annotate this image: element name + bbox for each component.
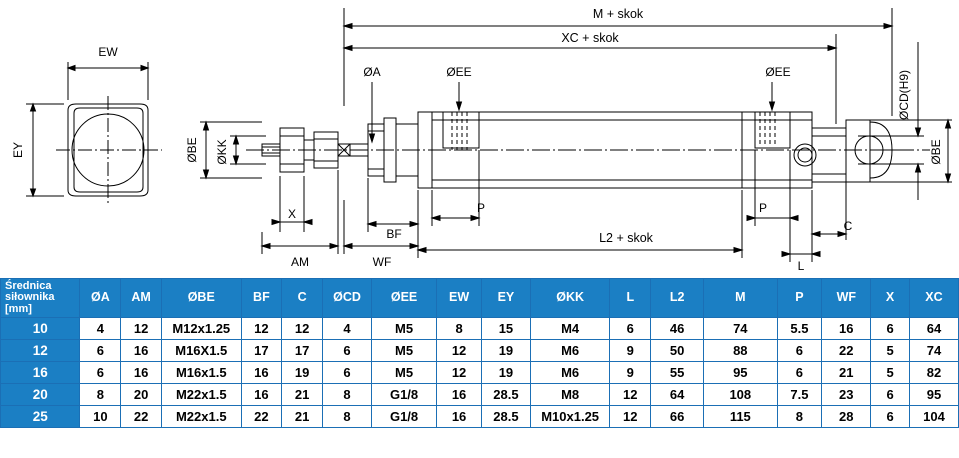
col-header-ew: EW: [437, 279, 482, 318]
cell: 17: [282, 340, 323, 362]
cell: M4: [530, 318, 609, 340]
table-row: [1, 384, 959, 406]
x-arrow-left: [272, 220, 280, 225]
cell: 19: [282, 362, 323, 384]
col-header-l: L: [610, 279, 651, 318]
cell: 74: [704, 318, 777, 340]
cell: 8: [323, 406, 372, 428]
spec-table-header-row: [1, 279, 959, 318]
wf-arrow-right: [410, 244, 418, 249]
col-header-obe: ØBE: [162, 279, 241, 318]
cell: 28: [822, 406, 871, 428]
col-header-ocd: ØCD: [323, 279, 372, 318]
cell: 12: [241, 318, 282, 340]
cell: 12: [610, 406, 651, 428]
label-wf: WF: [372, 255, 392, 269]
rear-eye-bore: [794, 144, 816, 166]
cell: 95: [704, 362, 777, 384]
obe-left-arrow-top: [204, 122, 209, 130]
label-oa: ØA: [363, 65, 381, 79]
cell: 6: [777, 362, 822, 384]
col-header-xc: XC: [909, 279, 958, 318]
col-header-l2: L2: [651, 279, 704, 318]
table-row: [1, 340, 959, 362]
cell: 64: [651, 384, 704, 406]
cell: 82: [909, 362, 958, 384]
cell: 8: [777, 406, 822, 428]
m-arrow-left: [344, 24, 352, 29]
col-header-diameter-line1: Średnica: [5, 279, 52, 292]
cell: 5: [871, 362, 910, 384]
c-arrow-left: [812, 232, 820, 237]
front-port-boss: [443, 112, 479, 148]
cell: M6: [530, 340, 609, 362]
cell: G1/8: [371, 384, 436, 406]
col-header-okk: ØKK: [530, 279, 609, 318]
table-row: [1, 362, 959, 384]
rear-eye-body: [846, 120, 870, 182]
cell: 64: [909, 318, 958, 340]
label-obe-left: ØBE: [185, 137, 199, 163]
obe-right-arrow-bot: [946, 174, 951, 182]
cell: 16: [437, 406, 482, 428]
col-header-diameter: [1, 279, 80, 318]
cell: 115: [704, 406, 777, 428]
label-p-left: P: [476, 201, 486, 215]
cell: 15: [481, 318, 530, 340]
cell: 16: [121, 362, 162, 384]
cell: 74: [909, 340, 958, 362]
col-header-c: C: [282, 279, 323, 318]
col-header-oee: ØEE: [371, 279, 436, 318]
col-header-diameter-line2: siłownika: [5, 291, 55, 304]
row-label: 16: [1, 362, 80, 384]
cell: 12: [610, 384, 651, 406]
cell: 22: [241, 406, 282, 428]
cell: M5: [371, 362, 436, 384]
cell: 50: [651, 340, 704, 362]
cell: 5: [871, 340, 910, 362]
label-oee-left: ØEE: [446, 65, 472, 79]
cell: 66: [651, 406, 704, 428]
cell: 9: [610, 362, 651, 384]
row-label: 25: [1, 406, 80, 428]
p-right-arrow-1: [747, 216, 755, 221]
label-m-skok: M + skok: [592, 7, 644, 21]
label-l: L: [797, 259, 805, 273]
row-label: 12: [1, 340, 80, 362]
label-p-right: P: [758, 201, 768, 215]
cell: 88: [704, 340, 777, 362]
cell: 6: [777, 340, 822, 362]
cell: 12: [437, 362, 482, 384]
cell: 6: [323, 362, 372, 384]
cell: 6: [871, 406, 910, 428]
l-arrow-right: [812, 252, 820, 257]
cell: 21: [282, 406, 323, 428]
cell: 95: [909, 384, 958, 406]
ew-arrow-right: [141, 66, 148, 71]
col-header-p: P: [777, 279, 822, 318]
cell: 16: [822, 318, 871, 340]
cell: M16x1.5: [162, 362, 241, 384]
table-row: [1, 406, 959, 428]
okk-arrow-top: [234, 136, 239, 144]
p-right-arrow-2: [790, 216, 798, 221]
cell: 12: [437, 340, 482, 362]
cell: M8: [530, 384, 609, 406]
ey-arrow-bot: [31, 189, 36, 196]
am-arrow-right: [330, 244, 338, 249]
label-l2-skok: L2 + skok: [599, 231, 653, 245]
cell: 108: [704, 384, 777, 406]
cell: 22: [822, 340, 871, 362]
cell: 21: [822, 362, 871, 384]
cell: 55: [651, 362, 704, 384]
col-header-oa: ØA: [80, 279, 121, 318]
cell: 9: [610, 340, 651, 362]
spec-table-head: [1, 279, 959, 318]
cell: 104: [909, 406, 958, 428]
oee-left-arrow: [457, 102, 462, 110]
cell: 22: [121, 406, 162, 428]
cell: M6: [530, 362, 609, 384]
spec-table-body: [1, 318, 959, 428]
cell: 28.5: [481, 406, 530, 428]
cell: M10x1.25: [530, 406, 609, 428]
cell: 28.5: [481, 384, 530, 406]
cell: 6: [80, 340, 121, 362]
cell: M12x1.25: [162, 318, 241, 340]
cell: 21: [282, 384, 323, 406]
cell: 12: [282, 318, 323, 340]
m-arrow-right: [884, 24, 892, 29]
label-ocd: ØCD(H9): [897, 70, 911, 120]
cell: 5.5: [777, 318, 822, 340]
cell: 17: [241, 340, 282, 362]
p-left-arrow-2: [471, 216, 479, 221]
cell: 16: [241, 384, 282, 406]
label-oee-right: ØEE: [765, 65, 791, 79]
obe-right-arrow-top: [946, 120, 951, 128]
cell: 20: [121, 384, 162, 406]
cell: 19: [481, 340, 530, 362]
row-label: 20: [1, 384, 80, 406]
cell: 46: [651, 318, 704, 340]
col-header-wf: WF: [822, 279, 871, 318]
cell: 6: [871, 384, 910, 406]
cell: 12: [121, 318, 162, 340]
cell: 4: [80, 318, 121, 340]
table-row: [1, 318, 959, 340]
cell: 8: [437, 318, 482, 340]
label-ey: EY: [11, 141, 25, 159]
ocd-arrow-bot: [916, 164, 921, 172]
obe-left-arrow-bot: [204, 170, 209, 178]
cell: M22x1.5: [162, 406, 241, 428]
cell: 6: [871, 318, 910, 340]
row-label: 10: [1, 318, 80, 340]
wf-arrow-left: [344, 244, 352, 249]
oa-arrow: [370, 134, 375, 142]
cell: 6: [323, 340, 372, 362]
l2-arrow-left: [418, 248, 426, 253]
label-bf: BF: [386, 227, 402, 241]
cell: 8: [80, 384, 121, 406]
cell: 16: [121, 340, 162, 362]
xc-arrow-right: [828, 46, 836, 51]
label-ew: EW: [98, 45, 118, 59]
label-x: X: [287, 207, 297, 221]
label-c: C: [843, 219, 853, 233]
cell: G1/8: [371, 406, 436, 428]
bf-arrow-right: [410, 222, 418, 227]
cell: 16: [241, 362, 282, 384]
am-arrow-left: [262, 244, 270, 249]
cell: 23: [822, 384, 871, 406]
ew-arrow-left: [68, 66, 75, 71]
okk-arrow-bot: [234, 156, 239, 164]
oee-right-arrow: [770, 102, 775, 110]
cell: M16X1.5: [162, 340, 241, 362]
cell: 4: [323, 318, 372, 340]
cell: 16: [437, 384, 482, 406]
cell: 10: [80, 406, 121, 428]
l-arrow-left: [782, 252, 790, 257]
col-header-m: M: [704, 279, 777, 318]
spec-table-container: [0, 278, 959, 428]
l2-arrow-right: [734, 248, 742, 253]
label-okk: ØKK: [215, 139, 229, 165]
cell: 19: [481, 362, 530, 384]
col-header-diameter-line3: [mm]: [5, 302, 32, 315]
col-header-x: X: [871, 279, 910, 318]
col-header-bf: BF: [241, 279, 282, 318]
label-am: AM: [291, 255, 309, 269]
cell: 6: [80, 362, 121, 384]
x-arrow-right: [304, 220, 312, 225]
p-left-arrow-1: [432, 216, 440, 221]
ey-arrow-top: [31, 104, 36, 111]
cell: 7.5: [777, 384, 822, 406]
cell: 6: [610, 318, 651, 340]
cell: M5: [371, 318, 436, 340]
col-header-ey: EY: [481, 279, 530, 318]
ocd-arrow-top: [916, 128, 921, 136]
bf-arrow-left: [368, 222, 376, 227]
label-obe-right: ØBE: [929, 139, 943, 165]
xc-arrow-left: [344, 46, 352, 51]
cell: 8: [323, 384, 372, 406]
spec-table: [0, 278, 959, 428]
cell: M5: [371, 340, 436, 362]
col-header-am: AM: [121, 279, 162, 318]
cell: M22x1.5: [162, 384, 241, 406]
label-xc-skok: XC + skok: [561, 31, 619, 45]
